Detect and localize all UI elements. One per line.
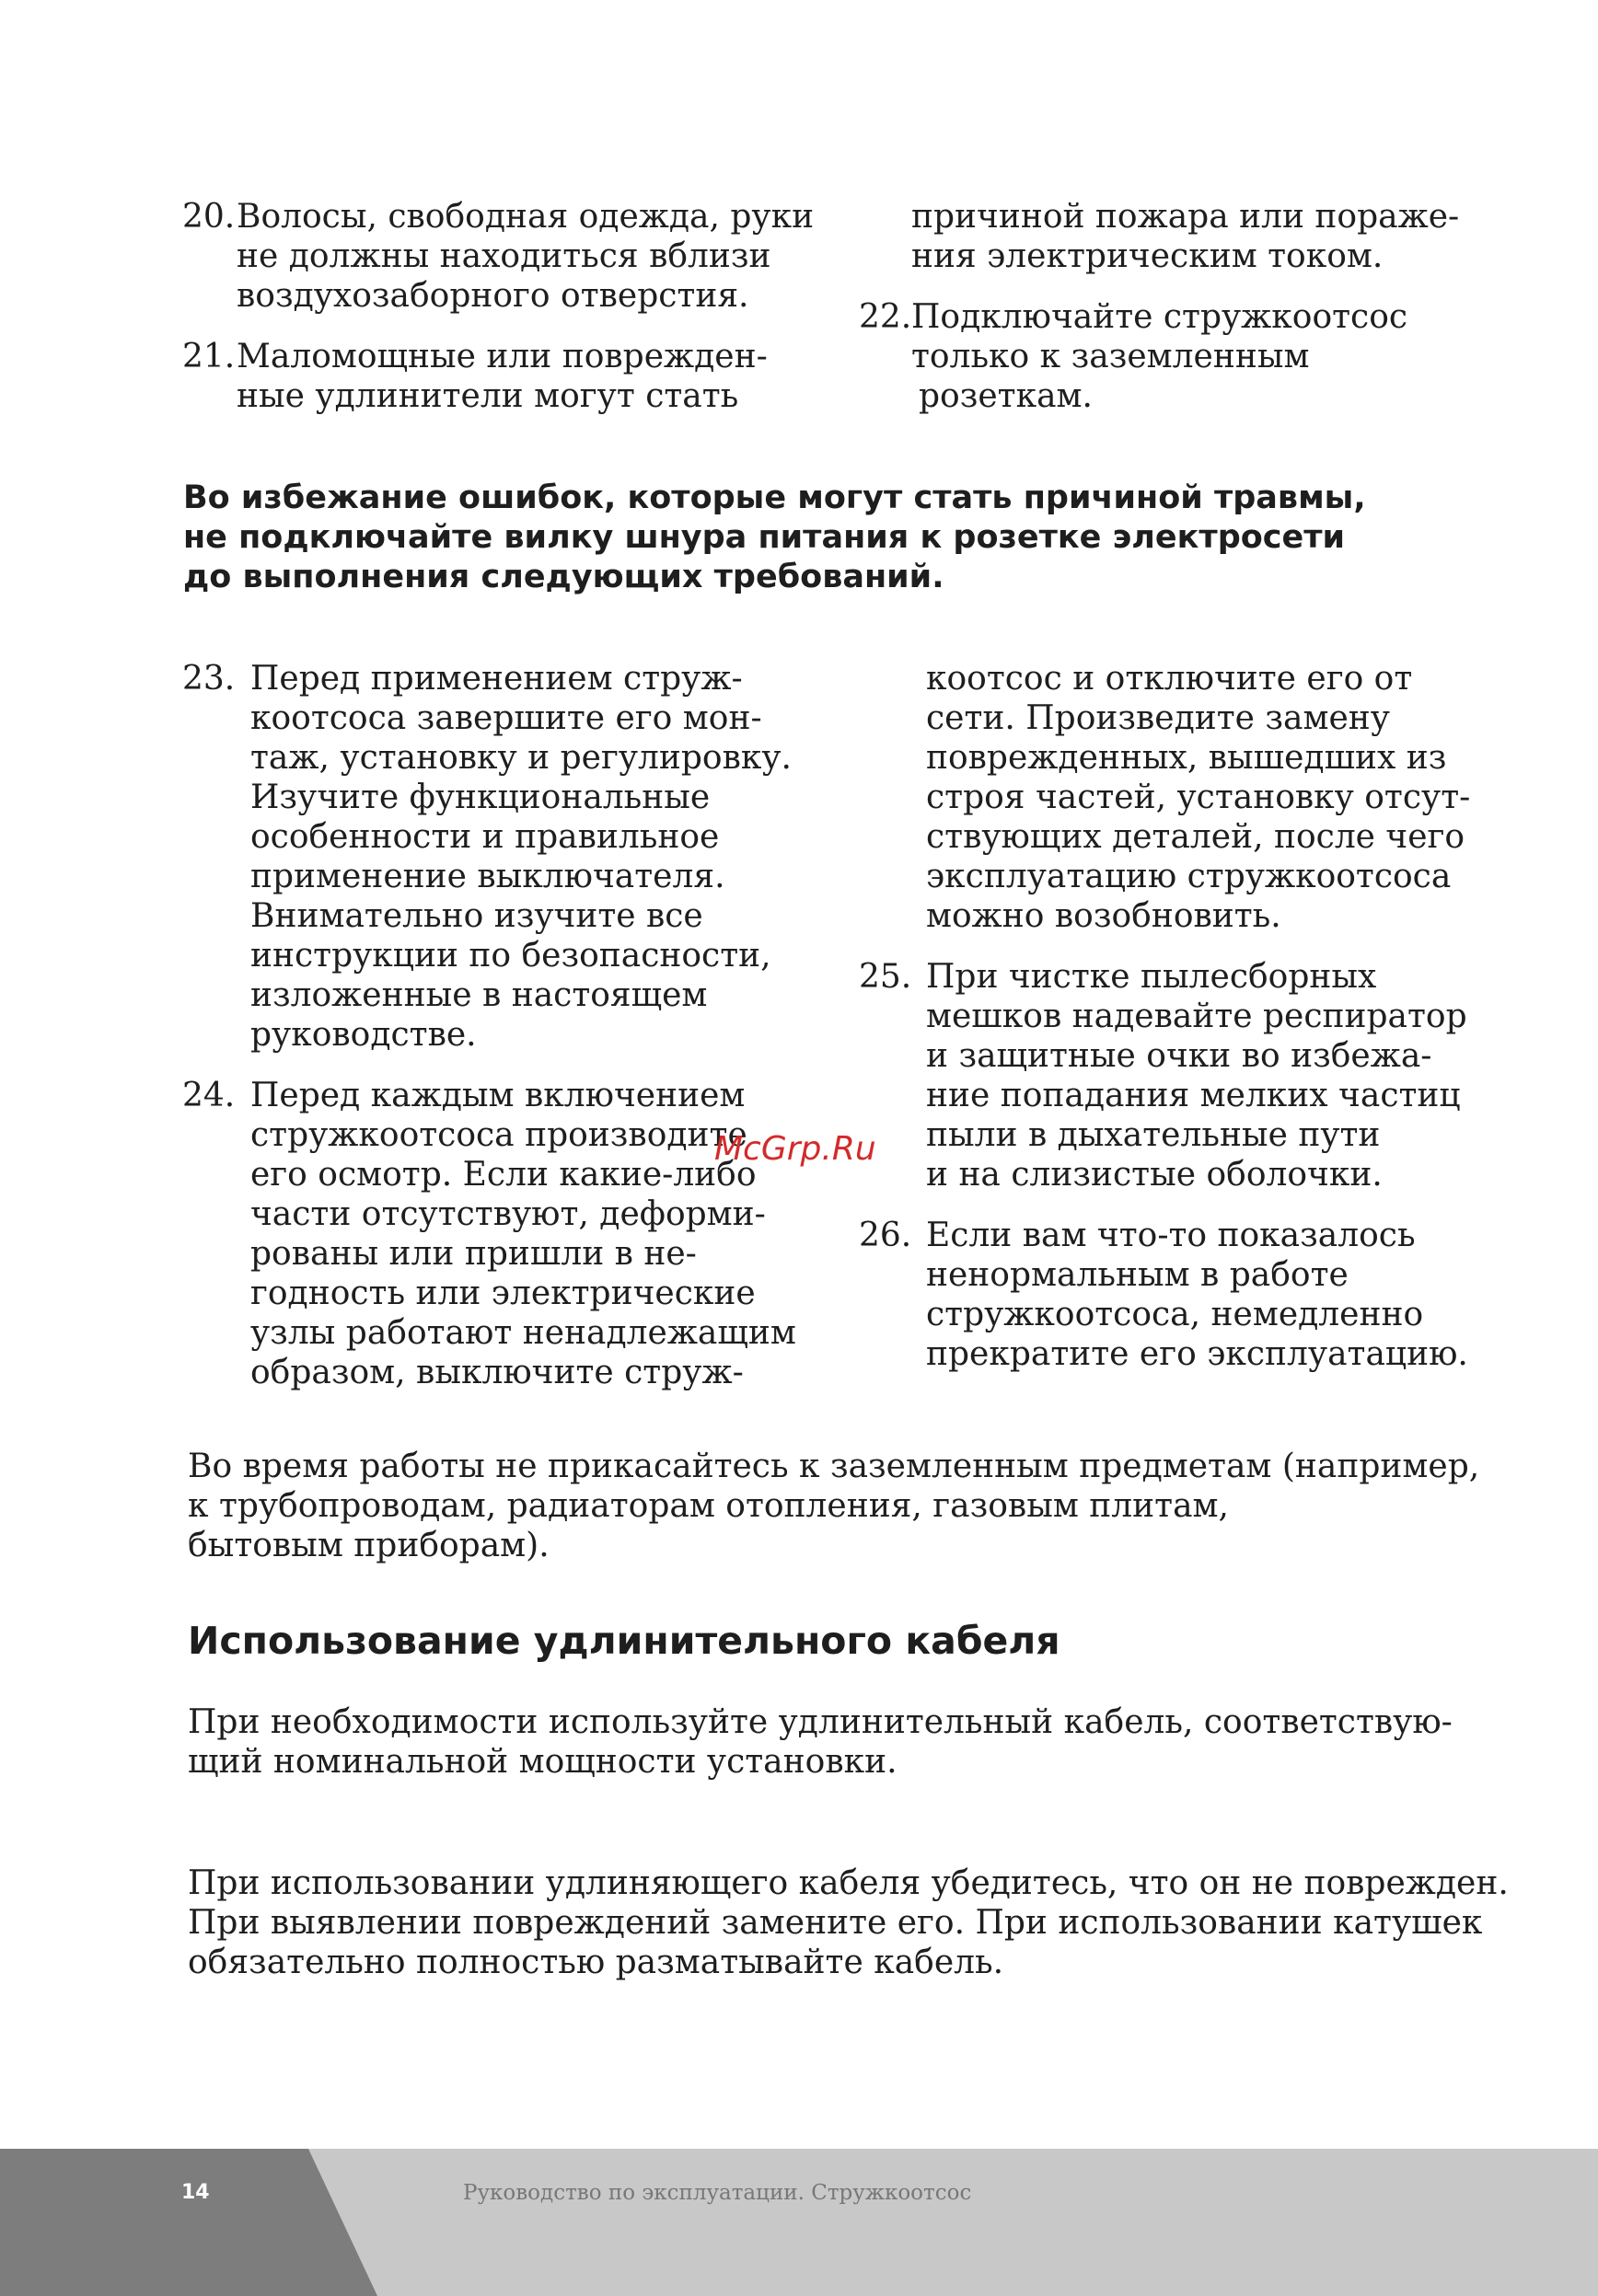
item-line: причиной пожара или пораже- bbox=[911, 198, 1460, 236]
item-line: ния электрическим током. bbox=[911, 237, 1384, 275]
item-line: воздухозаборного отверстия. bbox=[237, 277, 749, 315]
item-line: рованы или пришли в не- bbox=[250, 1235, 697, 1273]
item-line: Если вам что-то показалось bbox=[926, 1217, 1416, 1254]
item-line: образом, выключите струж- bbox=[250, 1354, 744, 1391]
item-line: изложенные в настоящем bbox=[250, 976, 708, 1014]
warning-line: не подключайте вилку шнура питания к розетке электросети bbox=[183, 519, 1346, 556]
item-line: и защитные очки во избежа- bbox=[926, 1037, 1432, 1075]
item-number: 22. bbox=[859, 298, 912, 336]
item-line: Перед применением струж- bbox=[250, 660, 743, 698]
item-number: 23. bbox=[182, 660, 236, 698]
warning-line: до выполнения следующих требований. bbox=[183, 559, 944, 595]
item-line: строя частей, установку отсут- bbox=[926, 779, 1471, 816]
item-line: Перед каждым включением bbox=[250, 1077, 746, 1114]
item-number: 24. bbox=[182, 1077, 236, 1114]
paragraph-line: обязательно полностью разматывайте кабель. bbox=[188, 1944, 1004, 1981]
item-line: Изучите функциональные bbox=[250, 779, 711, 816]
section-heading: Использование удлинительного кабеля bbox=[188, 1619, 1060, 1663]
item-line: таж, установку и регулировку. bbox=[250, 739, 792, 777]
item-line: мешков надевайте респиратор bbox=[926, 998, 1467, 1035]
item-line: руководстве. bbox=[250, 1016, 477, 1054]
item-line: особенности и правильное bbox=[250, 818, 720, 856]
page-number: 14 bbox=[181, 2181, 210, 2204]
item-line: коотсос и отключите его от bbox=[926, 660, 1413, 698]
paragraph-line: При выявлении повреждений замените его. При использовании катушек bbox=[188, 1904, 1483, 1942]
item-line: его осмотр. Если какие-либо bbox=[250, 1156, 757, 1194]
footer-title: Руководство по эксплуатации. Стружкоотсос bbox=[463, 2181, 972, 2205]
item-line: Маломощные или поврежден- bbox=[237, 338, 768, 375]
item-line: стружкоотсоса производите bbox=[250, 1116, 747, 1154]
item-line: ствующих деталей, после чего bbox=[926, 818, 1465, 856]
item-line: поврежденных, вышедших из bbox=[926, 739, 1447, 777]
paragraph-line: щий номинальной мощности установки. bbox=[188, 1743, 897, 1781]
item-line: части отсутствуют, деформи- bbox=[250, 1195, 766, 1233]
item-line: сети. Произведите замену bbox=[926, 699, 1390, 737]
item-line: пыли в дыхательные пути bbox=[926, 1116, 1381, 1154]
item-line: можно возобновить. bbox=[926, 897, 1281, 935]
item-line: только к заземленным bbox=[911, 338, 1310, 375]
item-line: ненормальным в работе bbox=[926, 1256, 1349, 1294]
paragraph-line: При использовании удлиняющего кабеля убедитесь, что он не поврежден. bbox=[188, 1864, 1509, 1902]
item-line: прекратите его эксплуатацию. bbox=[926, 1335, 1468, 1373]
paragraph-line: к трубопроводам, радиаторам отопления, газовым плитам, bbox=[188, 1487, 1229, 1525]
paragraph-line: бытовым приборам). bbox=[188, 1527, 550, 1564]
warning-line: Во избежание ошибок, которые могут стать причиной травмы, bbox=[183, 479, 1366, 516]
item-line: применение выключателя. bbox=[250, 858, 725, 895]
paragraph-line: При необходимости используйте удлинительный кабель, соответствую- bbox=[188, 1703, 1453, 1741]
item-line: Волосы, свободная одежда, руки bbox=[237, 198, 815, 236]
item-line: годность или электрические bbox=[250, 1275, 756, 1312]
watermark: McGrp.Ru bbox=[714, 1130, 876, 1168]
item-line: ные удлинители могут стать bbox=[237, 377, 739, 415]
item-number: 20. bbox=[182, 198, 236, 236]
item-line: инструкции по безопасности, bbox=[250, 937, 771, 975]
item-line: При чистке пылесборных bbox=[926, 958, 1377, 996]
item-number: 21. bbox=[182, 338, 236, 375]
item-line: коотсоса завершите его мон- bbox=[250, 699, 762, 737]
item-number: 26. bbox=[859, 1217, 912, 1254]
item-line: Подключайте стружкоотсос bbox=[911, 298, 1408, 336]
item-line: узлы работают ненадлежащим bbox=[250, 1314, 796, 1352]
item-number: 25. bbox=[859, 958, 912, 996]
item-line: эксплуатацию стружкоотсоса bbox=[926, 858, 1452, 895]
item-line: и на слизистые оболочки. bbox=[926, 1156, 1383, 1194]
item-line: не должны находиться вблизи bbox=[237, 237, 771, 275]
paragraph-line: Во время работы не прикасайтесь к заземленным предметам (например, bbox=[188, 1448, 1480, 1485]
item-line: ние попадания мелких частиц bbox=[926, 1077, 1461, 1114]
item-line: стружкоотсоса, немедленно bbox=[926, 1296, 1424, 1333]
item-line: розеткам. bbox=[919, 377, 1093, 415]
item-line: Внимательно изучите все bbox=[250, 897, 703, 935]
